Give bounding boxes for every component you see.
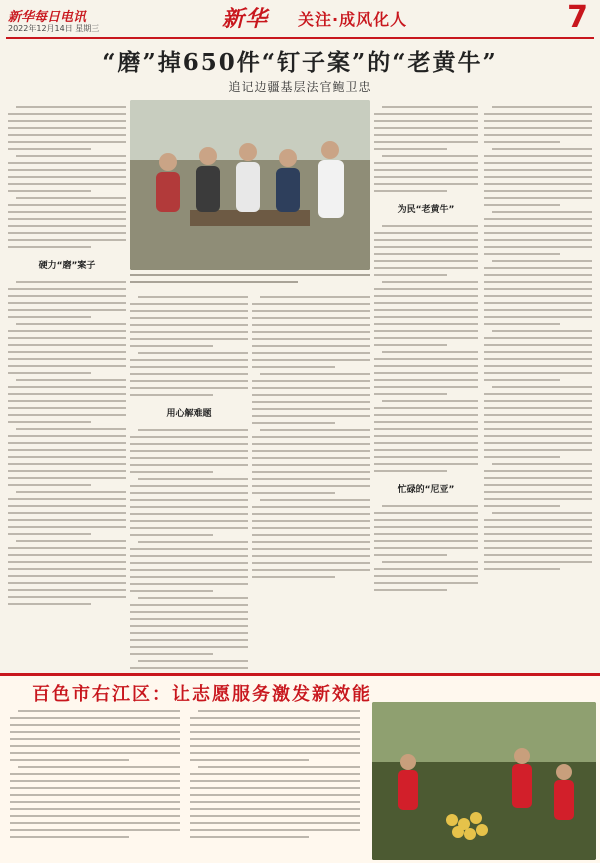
lower-column-2 — [190, 710, 360, 838]
section-heading-2: 用心解难题 — [166, 409, 212, 419]
lower-column-1 — [10, 710, 180, 838]
column-1 — [8, 106, 126, 605]
column-4 — [374, 106, 478, 591]
photo-caption — [130, 274, 370, 283]
lower-feature-rule — [0, 673, 600, 676]
article-subhead: 追记边疆基层法官鲍卫忠 — [228, 80, 372, 94]
section-heading-3: 为民“老黄牛” — [397, 205, 455, 215]
lower-feature-title: 百色市右江区：让志愿服务激发新效能 — [32, 684, 372, 705]
article-photo — [130, 100, 370, 270]
section-heading-4: 忙碌的“尼亚” — [397, 485, 455, 495]
section-heading-1: 硬力“磨”案子 — [38, 261, 96, 271]
masthead-rule — [6, 37, 594, 39]
article-headline: “磨”掉650件“钉子案”的“老黄牛” — [102, 49, 498, 76]
section-brand: 新华 — [222, 6, 269, 32]
section-title: 关注·成风化人 — [298, 10, 408, 29]
column-2 — [130, 296, 248, 697]
column-3 — [252, 296, 370, 578]
meeting-scene-image — [130, 100, 370, 270]
column-5 — [484, 106, 592, 570]
volunteers-image — [372, 702, 596, 860]
page-number: 7 — [567, 0, 588, 35]
newspaper-logo: 新华每日电讯 — [8, 10, 87, 25]
lower-feature-photo — [372, 702, 596, 860]
issue-date: 2022年12月14日 星期三 — [8, 24, 100, 33]
